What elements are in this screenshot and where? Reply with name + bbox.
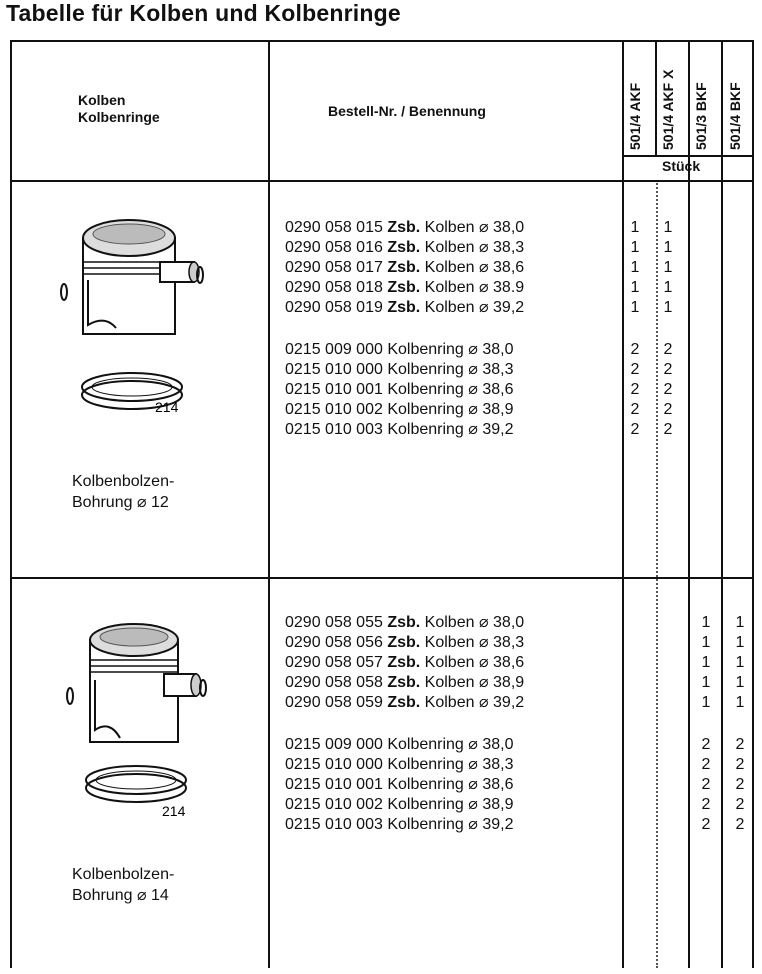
piston-illustration-1 — [50, 210, 220, 420]
ring-row — [285, 400, 513, 420]
part-name: Kolben ⌀ 38,0 — [424, 219, 525, 236]
order-number: 0290 058 015 — [285, 219, 383, 236]
ring-row — [285, 815, 513, 835]
qty-cell: 2 — [630, 401, 640, 418]
section-1-caption-line1: Kolbenbolzen- — [72, 473, 175, 490]
assembly-abbrev: Zsb. — [387, 219, 421, 236]
qty-cell: 2 — [701, 776, 711, 793]
ring-row — [285, 735, 513, 755]
qty-cell: 2 — [630, 361, 640, 378]
qty-cell: 1 — [630, 299, 640, 316]
qty-header-rule — [622, 155, 754, 157]
piston-illustration-2 — [50, 620, 220, 830]
qty-cell: 1 — [735, 674, 745, 691]
order-number: 0290 058 058 — [285, 674, 383, 691]
figure-label-2: 214 — [162, 803, 186, 819]
ring-description: 0215 010 000 Kolbenring ⌀ 38,3 — [285, 756, 514, 773]
piston-row — [285, 298, 524, 318]
piston-row — [285, 693, 524, 713]
piston-row — [285, 238, 524, 258]
order-number: 0290 058 017 — [285, 259, 383, 276]
ring-description: 0215 010 003 Kolbenring ⌀ 39,2 — [285, 816, 514, 833]
piston-row — [285, 278, 524, 298]
column-divider-qty-2-header — [655, 40, 657, 155]
ring-row — [285, 775, 513, 795]
piston-row — [285, 633, 524, 653]
piston-row — [285, 653, 524, 673]
ring-description: 0215 009 000 Kolbenring ⌀ 38,0 — [285, 341, 514, 358]
order-number: 0290 058 016 — [285, 239, 383, 256]
qty-cell: 1 — [701, 654, 711, 671]
ring-description: 0215 009 000 Kolbenring ⌀ 38,0 — [285, 736, 514, 753]
qty-cell: 2 — [735, 756, 745, 773]
assembly-abbrev: Zsb. — [387, 299, 421, 316]
qty-cell: 2 — [735, 796, 745, 813]
qty-cell: 2 — [630, 421, 640, 438]
assembly-abbrev: Zsb. — [387, 674, 421, 691]
assembly-abbrev: Zsb. — [387, 614, 421, 631]
piston-row — [285, 613, 524, 633]
assembly-abbrev: Zsb. — [387, 279, 421, 296]
ring-row — [285, 340, 513, 360]
piston-row — [285, 673, 524, 693]
qty-cell: 1 — [663, 299, 673, 316]
qty-cell: 2 — [663, 401, 673, 418]
part-name: Kolben ⌀ 39,2 — [424, 299, 525, 316]
piston-row — [285, 218, 524, 238]
qty-cell: 1 — [735, 694, 745, 711]
qty-cell: 2 — [630, 381, 640, 398]
qty-cell: 1 — [663, 219, 673, 236]
order-number: 0290 058 018 — [285, 279, 383, 296]
section-1-caption-line2: Bohrung ⌀ 12 — [72, 494, 169, 511]
header-kolben-line1: Kolben — [78, 92, 126, 108]
header-col-1: 501/4 AKF — [627, 82, 643, 150]
order-number: 0290 058 019 — [285, 299, 383, 316]
header-bottom-rule — [10, 180, 754, 182]
qty-cell: 1 — [663, 259, 673, 276]
section-divider — [10, 577, 754, 579]
assembly-abbrev: Zsb. — [387, 634, 421, 651]
header-col-4: 501/4 BKF — [727, 82, 743, 150]
ring-description: 0215 010 002 Kolbenring ⌀ 38,9 — [285, 401, 514, 418]
header-unit: Stück — [662, 158, 701, 174]
part-name: Kolben ⌀ 38,6 — [424, 654, 525, 671]
ring-description: 0215 010 001 Kolbenring ⌀ 38,6 — [285, 381, 514, 398]
piston-row — [285, 258, 524, 278]
qty-cell: 1 — [701, 614, 711, 631]
ring-row — [285, 420, 513, 440]
qty-cell: 1 — [701, 674, 711, 691]
qty-cell: 2 — [701, 756, 711, 773]
qty-cell: 1 — [701, 634, 711, 651]
qty-cell: 1 — [735, 634, 745, 651]
qty-cell: 2 — [663, 341, 673, 358]
order-number: 0290 058 059 — [285, 694, 383, 711]
qty-cell: 1 — [630, 239, 640, 256]
qty-cell: 2 — [663, 421, 673, 438]
ring-description: 0215 010 000 Kolbenring ⌀ 38,3 — [285, 361, 514, 378]
qty-cell: 1 — [735, 614, 745, 631]
part-name: Kolben ⌀ 38,0 — [424, 614, 525, 631]
assembly-abbrev: Zsb. — [387, 239, 421, 256]
qty-cell: 1 — [630, 279, 640, 296]
qty-cell: 2 — [663, 361, 673, 378]
qty-cell: 1 — [663, 239, 673, 256]
qty-cell: 1 — [630, 219, 640, 236]
ring-description: 0215 010 003 Kolbenring ⌀ 39,2 — [285, 421, 514, 438]
part-name: Kolben ⌀ 38,3 — [424, 239, 525, 256]
ring-row — [285, 360, 513, 380]
column-divider-qty-2-dotted — [656, 180, 658, 968]
assembly-abbrev: Zsb. — [387, 694, 421, 711]
qty-cell: 1 — [663, 279, 673, 296]
section-2-caption — [72, 864, 174, 906]
ring-description: 0215 010 002 Kolbenring ⌀ 38,9 — [285, 796, 514, 813]
qty-cell: 2 — [663, 381, 673, 398]
part-name: Kolben ⌀ 38.9 — [424, 279, 525, 296]
part-name: Kolben ⌀ 38,9 — [424, 674, 525, 691]
qty-cell: 1 — [701, 694, 711, 711]
section-1-caption — [72, 471, 174, 513]
assembly-abbrev: Zsb. — [387, 259, 421, 276]
header-col-2: 501/4 AKF X — [660, 69, 676, 150]
header-kolben-line2: Kolbenringe — [78, 109, 160, 125]
assembly-abbrev: Zsb. — [387, 654, 421, 671]
order-number: 0290 058 056 — [285, 634, 383, 651]
section-2-caption-line1: Kolbenbolzen- — [72, 866, 175, 883]
part-name: Kolben ⌀ 38,3 — [424, 634, 525, 651]
header-col-3: 501/3 BKF — [693, 82, 709, 150]
figure-label-1: 214 — [155, 399, 179, 415]
page-title: Tabelle für Kolben und Kolbenringe — [6, 0, 401, 26]
ring-description: 0215 010 001 Kolbenring ⌀ 38,6 — [285, 776, 514, 793]
qty-cell: 2 — [735, 816, 745, 833]
order-number: 0290 058 057 — [285, 654, 383, 671]
part-name: Kolben ⌀ 38,6 — [424, 259, 525, 276]
part-name: Kolben ⌀ 39,2 — [424, 694, 525, 711]
qty-cell: 2 — [735, 736, 745, 753]
ring-row — [285, 380, 513, 400]
ring-row — [285, 795, 513, 815]
header-kolben-label — [78, 92, 160, 126]
header-order-label: Bestell-Nr. / Benennung — [328, 103, 486, 119]
qty-cell: 1 — [630, 259, 640, 276]
qty-cell: 2 — [630, 341, 640, 358]
order-number: 0290 058 055 — [285, 614, 383, 631]
qty-cell: 2 — [735, 776, 745, 793]
section-2-caption-line2: Bohrung ⌀ 14 — [72, 887, 169, 904]
ring-row — [285, 755, 513, 775]
qty-cell: 2 — [701, 736, 711, 753]
qty-cell: 2 — [701, 816, 711, 833]
qty-cell: 1 — [735, 654, 745, 671]
qty-cell: 2 — [701, 796, 711, 813]
